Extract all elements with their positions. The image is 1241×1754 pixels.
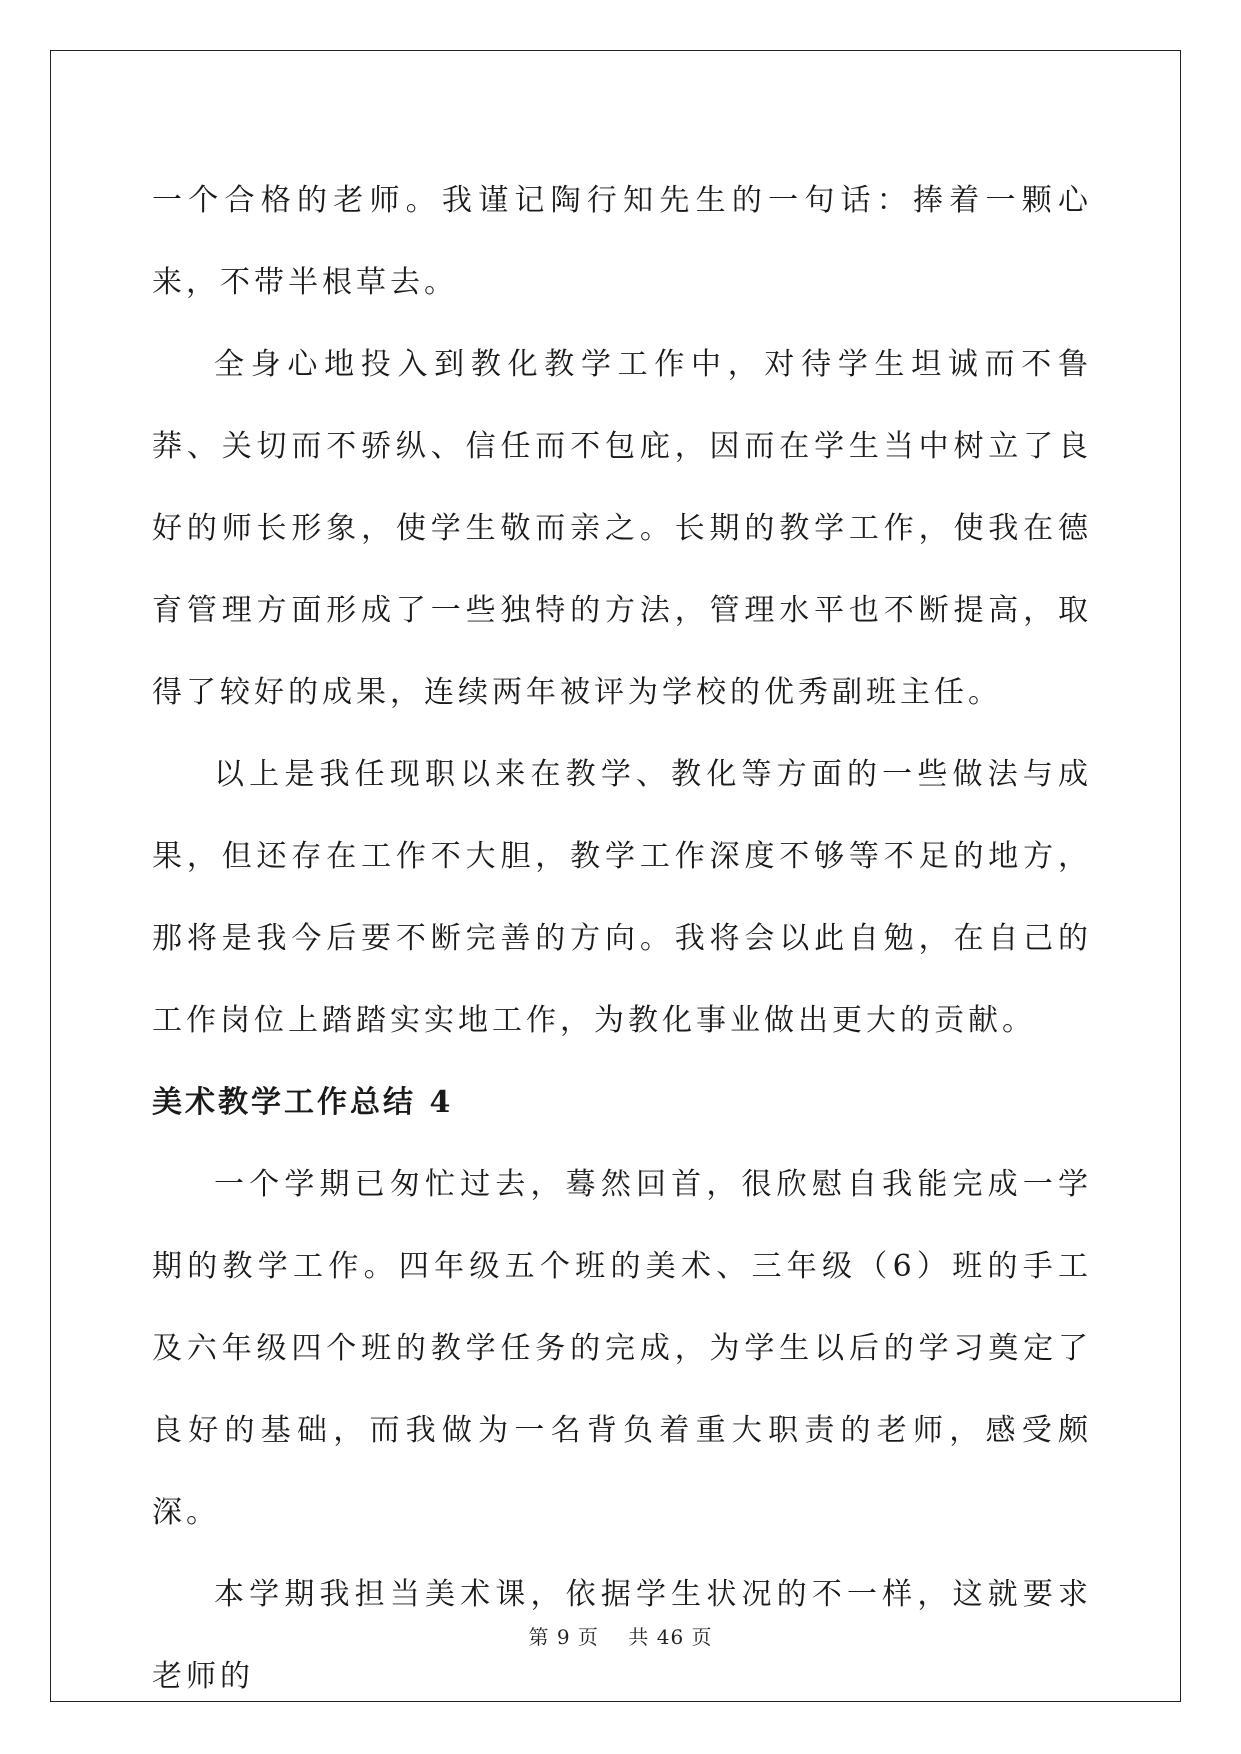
page-number: 第 9 页: [528, 1625, 599, 1649]
footer-spacer: [599, 1625, 628, 1649]
paragraph: 全身心地投入到教化教学工作中，对待学生坦诚而不鲁莽、关切而不骄纵、信任而不包庇，因而在学生当中树立了良好的师长形象，使学生敬而亲之。长期的教学工作，使我在德育管理方面形成了一些独特的方法，管理水平也不断提高，取得了较好的成果，连续两年被评为学校的优秀副班主任。: [152, 347, 1092, 710]
page-footer: [0, 1621, 1241, 1650]
paragraph: 一个合格的老师。我谨记陶行知先生的一句话：捧着一颗心来，不带半根草去。: [152, 183, 1092, 300]
section-heading: 美术教学工作总结 4: [152, 1085, 454, 1120]
document-body: [152, 160, 1092, 1718]
page-total: 共 46 页: [628, 1625, 713, 1649]
paragraph: 本学期我担当美术课，依据学生状况的不一样，这就要求老师的: [152, 1577, 1092, 1694]
paragraph: 以上是我任现职以来在教学、教化等方面的一些做法与成果，但还存在工作不大胆，教学工作深度不够等不足的地方，那将是我今后要不断完善的方向。我将会以此自勉，在自己的工作岗位上踏踏实实地工作，为教化事业做出更大的贡献。: [152, 757, 1092, 1038]
paragraph: 一个学期已匆忙过去，蓦然回首，很欣慰自我能完成一学期的教学工作。四年级五个班的美术、三年级（6）班的手工及六年级四个班的教学任务的完成，为学生以后的学习奠定了良好的基础，而我做为一名背负着重大职责的老师，感受颇深。: [152, 1167, 1092, 1530]
